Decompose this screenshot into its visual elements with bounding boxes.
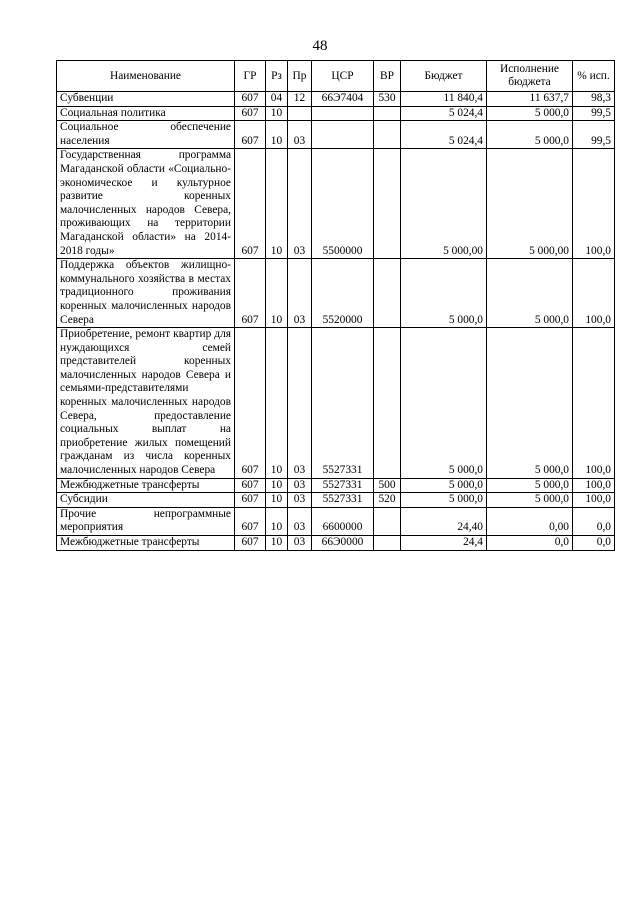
cell-name: Социальная политика	[57, 106, 235, 121]
header-name: Наименование	[57, 61, 235, 92]
cell-name: Межбюджетные трансферты	[57, 478, 235, 493]
header-execution: Исполнение бюджета	[487, 61, 573, 92]
cell-gr: 607	[235, 536, 266, 551]
cell-percent: 99,5	[573, 106, 615, 121]
cell-percent: 100,0	[573, 328, 615, 479]
cell-name: Социальное обеспечение населения	[57, 121, 235, 149]
table-row	[57, 149, 615, 259]
cell-execution: 5 000,00	[487, 149, 573, 259]
cell-pr: 03	[288, 259, 312, 328]
cell-rz: 04	[266, 92, 288, 107]
cell-budget: 5 024,4	[401, 106, 487, 121]
cell-vr	[374, 121, 401, 149]
cell-percent: 99,5	[573, 121, 615, 149]
cell-execution: 5 000,0	[487, 106, 573, 121]
header-rz: Рз	[266, 61, 288, 92]
page-number: 48	[312, 38, 328, 54]
cell-vr	[374, 328, 401, 479]
cell-gr: 607	[235, 149, 266, 259]
table-header-row	[57, 61, 615, 92]
cell-gr: 607	[235, 106, 266, 121]
table-row	[57, 507, 615, 535]
cell-pr: 03	[288, 493, 312, 508]
cell-vr	[374, 259, 401, 328]
cell-vr: 500	[374, 478, 401, 493]
table-row	[57, 493, 615, 508]
cell-name: Субсидии	[57, 493, 235, 508]
cell-execution: 5 000,0	[487, 121, 573, 149]
cell-execution: 11 637,7	[487, 92, 573, 107]
cell-percent: 100,0	[573, 478, 615, 493]
cell-name: Межбюджетные трансферты	[57, 536, 235, 551]
cell-percent: 100,0	[573, 149, 615, 259]
table-row	[57, 106, 615, 121]
cell-execution: 5 000,0	[487, 493, 573, 508]
cell-csr: 66Э0000	[312, 536, 374, 551]
cell-csr	[312, 121, 374, 149]
cell-rz: 10	[266, 328, 288, 479]
cell-name: Субвенции	[57, 92, 235, 107]
header-vr: ВР	[374, 61, 401, 92]
table-row	[57, 328, 615, 479]
header-budget: Бюджет	[401, 61, 487, 92]
table-row	[57, 536, 615, 551]
cell-gr: 607	[235, 493, 266, 508]
cell-gr: 607	[235, 121, 266, 149]
cell-gr: 607	[235, 478, 266, 493]
cell-percent: 100,0	[573, 259, 615, 328]
cell-percent: 100,0	[573, 493, 615, 508]
cell-execution: 5 000,0	[487, 478, 573, 493]
cell-budget: 24,4	[401, 536, 487, 551]
budget-table	[56, 60, 615, 551]
cell-rz: 10	[266, 149, 288, 259]
cell-budget: 5 000,0	[401, 259, 487, 328]
cell-budget: 24,40	[401, 507, 487, 535]
table-row	[57, 121, 615, 149]
cell-rz: 10	[266, 121, 288, 149]
cell-csr: 66Э7404	[312, 92, 374, 107]
cell-gr: 607	[235, 328, 266, 479]
cell-pr: 03	[288, 478, 312, 493]
cell-pr	[288, 106, 312, 121]
header-gr: ГР	[235, 61, 266, 92]
cell-vr	[374, 149, 401, 259]
cell-execution: 5 000,0	[487, 259, 573, 328]
cell-name: Приобретение, ремонт квартир для нуждающихся семей представителей коренных малочисленных народов Севера и семьями-представителями коренных малочисленных народов Севера, предоставление социальных выплат на приобретение жилых помещений гражданам из числа коренных малочисленных народов Севера	[57, 328, 235, 479]
cell-rz: 10	[266, 493, 288, 508]
cell-rz: 10	[266, 478, 288, 493]
cell-name: Прочие непрограммные мероприятия	[57, 507, 235, 535]
cell-budget: 5 000,0	[401, 328, 487, 479]
cell-pr: 03	[288, 149, 312, 259]
cell-percent: 0,0	[573, 507, 615, 535]
cell-rz: 10	[266, 536, 288, 551]
cell-csr: 6600000	[312, 507, 374, 535]
cell-vr: 520	[374, 493, 401, 508]
cell-vr: 530	[374, 92, 401, 107]
table-row	[57, 92, 615, 107]
cell-gr: 607	[235, 92, 266, 107]
cell-budget: 5 024,4	[401, 121, 487, 149]
cell-csr: 5520000	[312, 259, 374, 328]
cell-execution: 0,0	[487, 536, 573, 551]
cell-vr	[374, 507, 401, 535]
cell-csr: 5527331	[312, 493, 374, 508]
header-pr: Пр	[288, 61, 312, 92]
cell-percent: 0,0	[573, 536, 615, 551]
cell-rz: 10	[266, 259, 288, 328]
cell-budget: 11 840,4	[401, 92, 487, 107]
cell-pr: 03	[288, 507, 312, 535]
header-csr: ЦСР	[312, 61, 374, 92]
cell-percent: 98,3	[573, 92, 615, 107]
cell-budget: 5 000,0	[401, 493, 487, 508]
cell-gr: 607	[235, 507, 266, 535]
cell-name: Поддержка объектов жилищно-коммунального хозяйства в местах традиционного проживания коренных малочисленных народов Севера	[57, 259, 235, 328]
cell-budget: 5 000,00	[401, 149, 487, 259]
cell-vr	[374, 106, 401, 121]
cell-csr: 5500000	[312, 149, 374, 259]
cell-execution: 5 000,0	[487, 328, 573, 479]
cell-pr: 03	[288, 536, 312, 551]
cell-gr: 607	[235, 259, 266, 328]
cell-pr: 12	[288, 92, 312, 107]
cell-execution: 0,00	[487, 507, 573, 535]
cell-budget: 5 000,0	[401, 478, 487, 493]
cell-csr	[312, 106, 374, 121]
cell-csr: 5527331	[312, 328, 374, 479]
header-percent: % исп.	[573, 61, 615, 92]
table-row	[57, 259, 615, 328]
cell-csr: 5527331	[312, 478, 374, 493]
cell-name: Государственная программа Магаданской области «Социально-экономическое и культурное развитие коренных малочисленных народов Севера, проживающих на территории Магаданской области» на 2014-2018 годы»	[57, 149, 235, 259]
cell-rz: 10	[266, 106, 288, 121]
cell-rz: 10	[266, 507, 288, 535]
table-row	[57, 478, 615, 493]
cell-pr: 03	[288, 328, 312, 479]
cell-pr: 03	[288, 121, 312, 149]
cell-vr	[374, 536, 401, 551]
